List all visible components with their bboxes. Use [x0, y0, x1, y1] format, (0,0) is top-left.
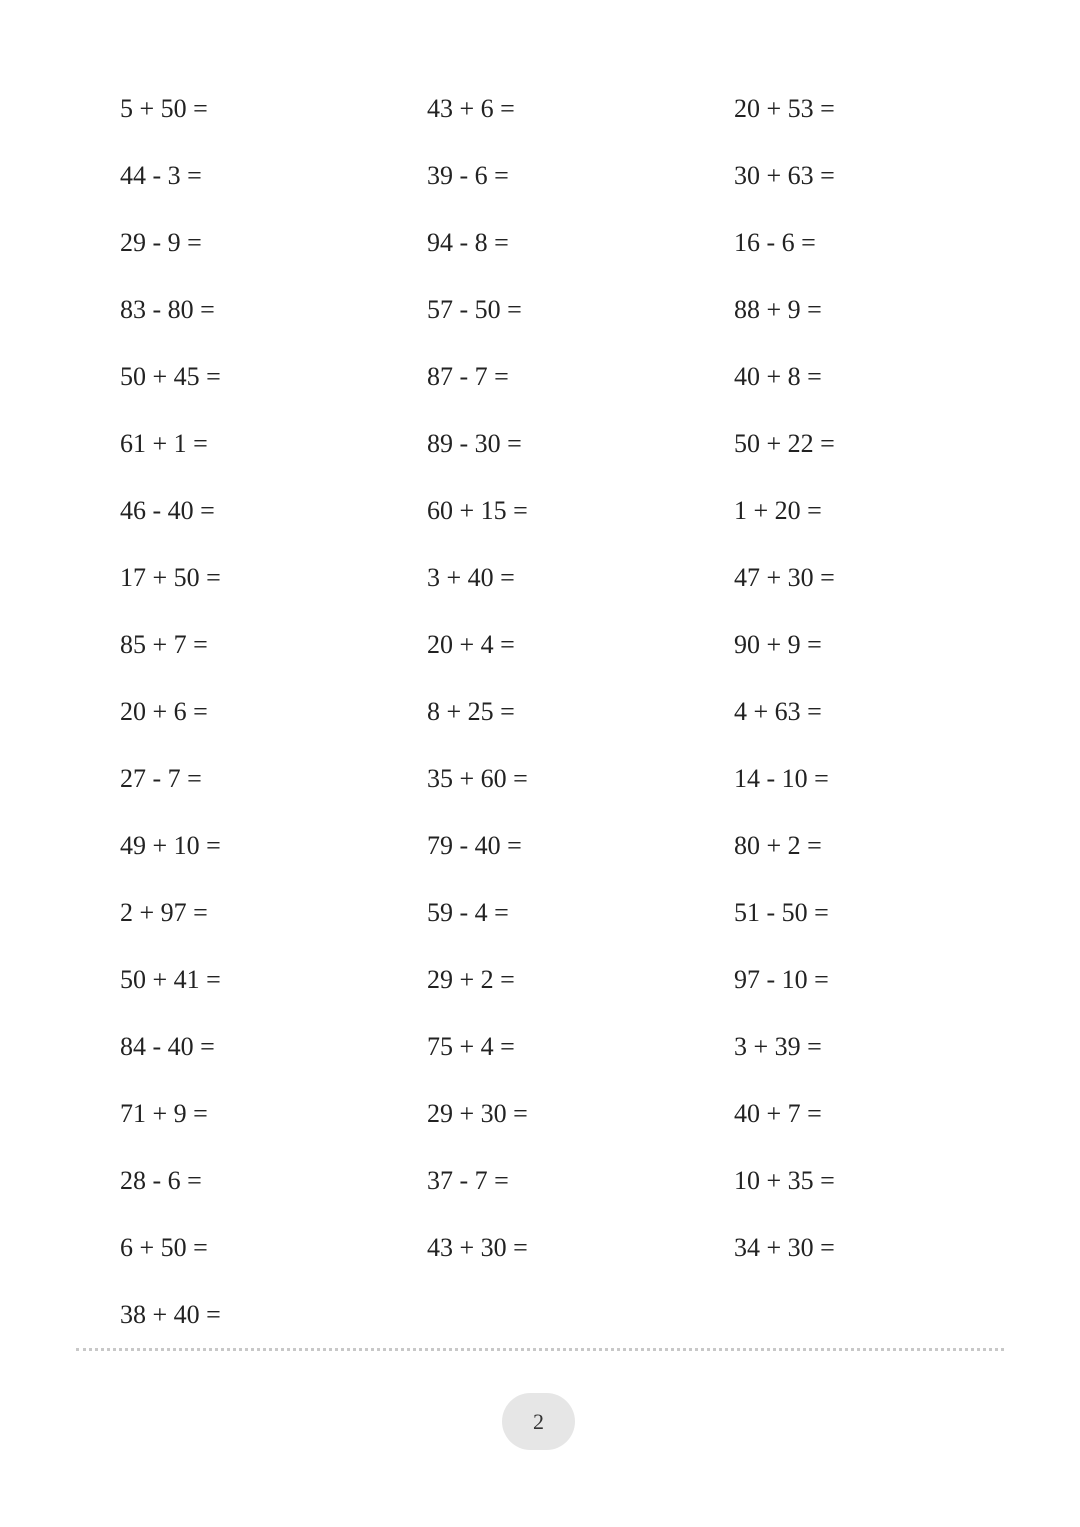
- problem-item: 87 - 7 =: [427, 362, 509, 391]
- problem-item: 49 + 10 =: [120, 831, 221, 860]
- problem-column-2: [427, 90, 727, 1296]
- problem-item: 50 + 45 =: [120, 362, 221, 391]
- problem-item: 59 - 4 =: [427, 898, 509, 927]
- problem-item: 37 - 7 =: [427, 1166, 509, 1195]
- page-number-badge: [502, 1393, 575, 1450]
- problem-item: 1 + 20 =: [734, 496, 822, 525]
- problem-item: 2 + 97 =: [120, 898, 208, 927]
- problem-item: 30 + 63 =: [734, 161, 835, 190]
- problem-item: 51 - 50 =: [734, 898, 829, 927]
- problem-item: 61 + 1 =: [120, 429, 208, 458]
- problem-item: 84 - 40 =: [120, 1032, 215, 1061]
- problem-item: 5 + 50 =: [120, 94, 208, 123]
- problem-item: 88 + 9 =: [734, 295, 822, 324]
- problem-item: 79 - 40 =: [427, 831, 522, 860]
- problem-item: 28 - 6 =: [120, 1166, 202, 1195]
- problem-item: 38 + 40 =: [120, 1300, 221, 1329]
- problem-item: 43 + 30 =: [427, 1233, 528, 1262]
- problem-item: 8 + 25 =: [427, 697, 515, 726]
- problem-item: 16 - 6 =: [734, 228, 816, 257]
- problem-item: 39 - 6 =: [427, 161, 509, 190]
- problem-item: 20 + 6 =: [120, 697, 208, 726]
- problem-item: 29 + 30 =: [427, 1099, 528, 1128]
- problem-item: 3 + 40 =: [427, 563, 515, 592]
- problem-item: 71 + 9 =: [120, 1099, 208, 1128]
- problem-item: 50 + 22 =: [734, 429, 835, 458]
- problem-item: 94 - 8 =: [427, 228, 509, 257]
- problem-item: 46 - 40 =: [120, 496, 215, 525]
- problem-item: 80 + 2 =: [734, 831, 822, 860]
- problem-item: 40 + 7 =: [734, 1099, 822, 1128]
- problem-item: 44 - 3 =: [120, 161, 202, 190]
- problem-item: 29 - 9 =: [120, 228, 202, 257]
- problem-item: 4 + 63 =: [734, 697, 822, 726]
- problem-item: 34 + 30 =: [734, 1233, 835, 1262]
- problem-item: 10 + 35 =: [734, 1166, 835, 1195]
- problem-item: 20 + 53 =: [734, 94, 835, 123]
- problem-item: 29 + 2 =: [427, 965, 515, 994]
- problem-item: 17 + 50 =: [120, 563, 221, 592]
- problem-item: 75 + 4 =: [427, 1032, 515, 1061]
- problem-item: 50 + 41 =: [120, 965, 221, 994]
- problem-item: 6 + 50 =: [120, 1233, 208, 1262]
- problem-column-3: [734, 90, 1034, 1296]
- problem-item: 27 - 7 =: [120, 764, 202, 793]
- problem-column-1: [120, 90, 420, 1363]
- problem-item: 83 - 80 =: [120, 295, 215, 324]
- problem-item: 85 + 7 =: [120, 630, 208, 659]
- problem-item: 90 + 9 =: [734, 630, 822, 659]
- problem-item: 35 + 60 =: [427, 764, 528, 793]
- problem-item: 40 + 8 =: [734, 362, 822, 391]
- problem-item: 60 + 15 =: [427, 496, 528, 525]
- dotted-divider: [76, 1348, 1004, 1351]
- problem-item: 97 - 10 =: [734, 965, 829, 994]
- problem-item: 14 - 10 =: [734, 764, 829, 793]
- problem-item: 20 + 4 =: [427, 630, 515, 659]
- problem-item: 89 - 30 =: [427, 429, 522, 458]
- problem-item: 47 + 30 =: [734, 563, 835, 592]
- page-number: 2: [533, 1408, 544, 1434]
- problem-item: 3 + 39 =: [734, 1032, 822, 1061]
- problem-item: 43 + 6 =: [427, 94, 515, 123]
- problem-item: 57 - 50 =: [427, 295, 522, 324]
